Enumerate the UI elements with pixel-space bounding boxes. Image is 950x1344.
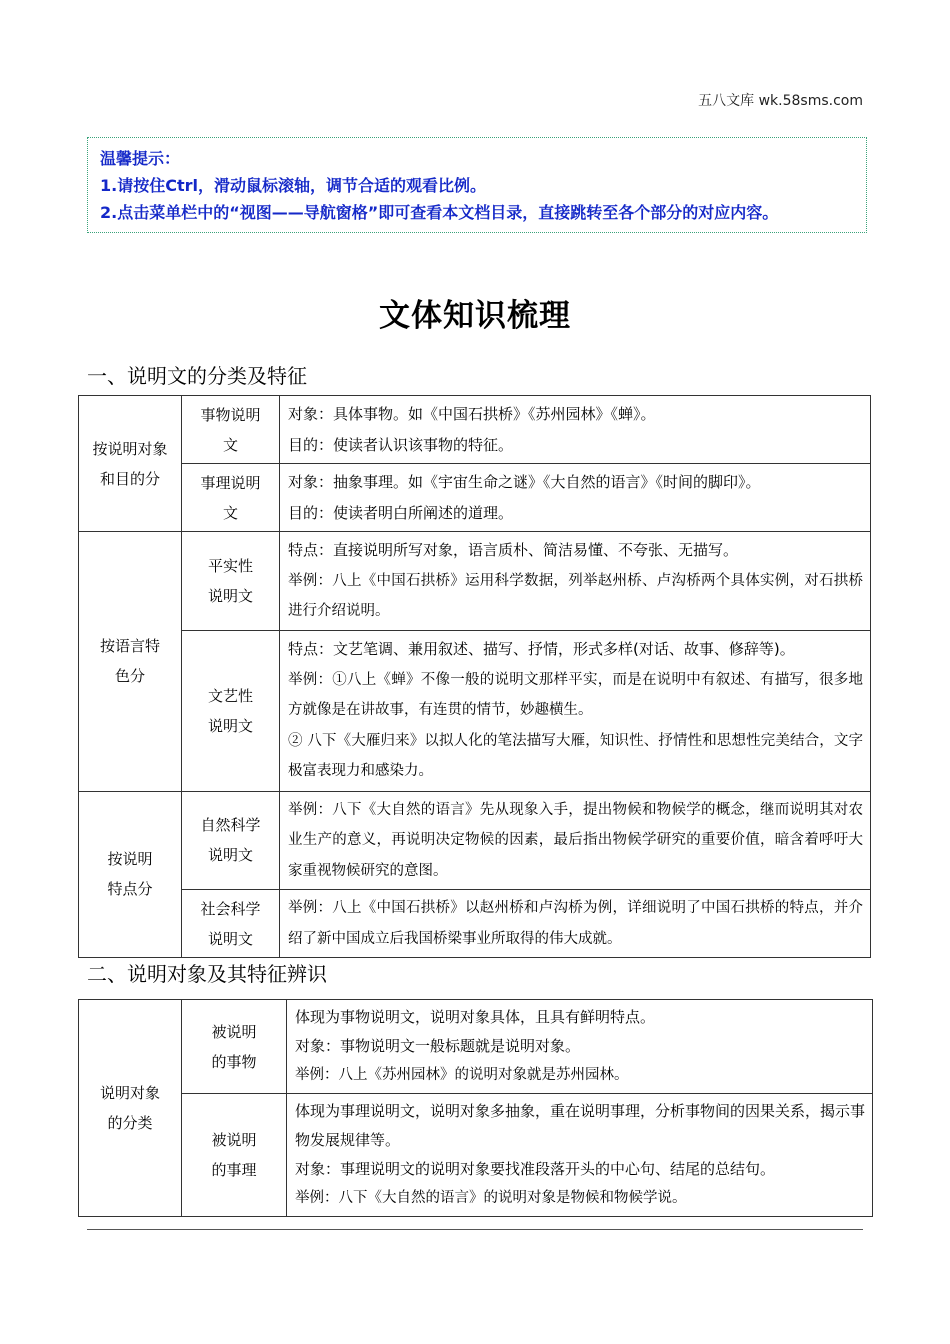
table-row — [79, 1094, 873, 1217]
content-cell: 体现为事物说明文，说明对象具体，且具有鲜明特点。 对象：事物说明文一般标题就是说明对象。 举例：八上《苏州园林》的说明对象就是苏州园林。 — [287, 1000, 873, 1094]
content-cell: 对象：抽象事理。如《宇宙生命之谜》《大自然的语言》《时间的脚印》。 目的：使读者明白所阐述的道理。 — [280, 464, 871, 532]
content-cell: 举例：八上《中国石拱桥》以赵州桥和卢沟桥为例，详细说明了中国石拱桥的特点，并介绍了新中国成立后我国桥梁事业所取得的伟大成就。 — [280, 890, 871, 958]
table-row — [79, 464, 871, 532]
page-title: 文体知识梳理 — [379, 298, 571, 334]
table-row — [79, 791, 871, 890]
content-cell: 对象：具体事物。如《中国石拱桥》《苏州园林》《蝉》。 目的：使读者认识该事物的特征。 — [280, 396, 871, 464]
subtype-cell: 文艺性说明文 — [182, 630, 280, 791]
content-cell: 特点：文艺笔调、兼用叙述、描写、抒情，形式多样(对话、故事、修辞等)。 举例：①八上《蝉》不像一般的说明文那样平实，而是在说明中有叙述、有描写，很多地方就像是在讲故事，有连贯的情节，妙趣横生。 ② 八下《大雁归来》以拟人化的笔法描写大雁，知识性、抒情性和思想性完美结合，文字极富表现力和感染力。 — [280, 630, 871, 791]
table-row — [79, 630, 871, 791]
subtype-cell: 被说明的事理 — [182, 1094, 287, 1217]
footer-divider — [87, 1229, 863, 1230]
section-1-heading: 一、说明文的分类及特征 — [87, 364, 307, 388]
subtype-cell: 平实性说明文 — [182, 532, 280, 631]
section-2-heading: 二、说明对象及其特征辨识 — [87, 962, 327, 986]
subtype-cell: 被说明的事物 — [182, 1000, 287, 1094]
tips-box — [87, 137, 867, 233]
source-watermark: 五八文库 wk.58sms.com — [698, 93, 863, 109]
object-table — [78, 999, 873, 1217]
tips-line-1: 1.请按住Ctrl，滑动鼠标滚轴，调节合适的观看比例。 — [100, 176, 486, 195]
subtype-cell: 事物说明文 — [182, 396, 280, 464]
table-row — [79, 396, 871, 464]
classification-table — [78, 395, 871, 958]
subtype-cell: 社会科学说明文 — [182, 890, 280, 958]
tips-title: 温馨提示： — [100, 149, 181, 168]
category-cell: 按说明对象和目的分 — [79, 396, 182, 532]
category-cell: 按说明特点分 — [79, 791, 182, 958]
subtype-cell: 事理说明文 — [182, 464, 280, 532]
content-cell: 体现为事理说明文，说明对象多抽象，重在说明事理，分析事物间的因果关系，揭示事物发展规律等。 对象：事理说明文的说明对象要找准段落开头的中心句、结尾的总结句。 举例：八下《大自然的语言》的说明对象是物候和物候学说。 — [287, 1094, 873, 1217]
category-cell: 按语言特色分 — [79, 532, 182, 792]
subtype-cell: 自然科学说明文 — [182, 791, 280, 890]
content-cell: 特点：直接说明所写对象，语言质朴、简洁易懂、不夸张、无描写。 举例：八上《中国石拱桥》运用科学数据，列举赵州桥、卢沟桥两个具体实例，对石拱桥进行介绍说明。 — [280, 532, 871, 631]
table-row — [79, 890, 871, 958]
table-row — [79, 1000, 873, 1094]
tips-line-2: 2.点击菜单栏中的“视图——导航窗格”即可查看本文档目录，直接跳转至各个部分的对应内容。 — [100, 203, 779, 222]
category-cell: 说明对象的分类 — [79, 1000, 182, 1217]
content-cell: 举例：八下《大自然的语言》先从现象入手，提出物候和物候学的概念，继而说明其对农业生产的意义，再说明决定物候的因素，最后指出物候学研究的重要价值，暗含着呼吁大家重视物候研究的意图。 — [280, 791, 871, 890]
table-row — [79, 532, 871, 631]
